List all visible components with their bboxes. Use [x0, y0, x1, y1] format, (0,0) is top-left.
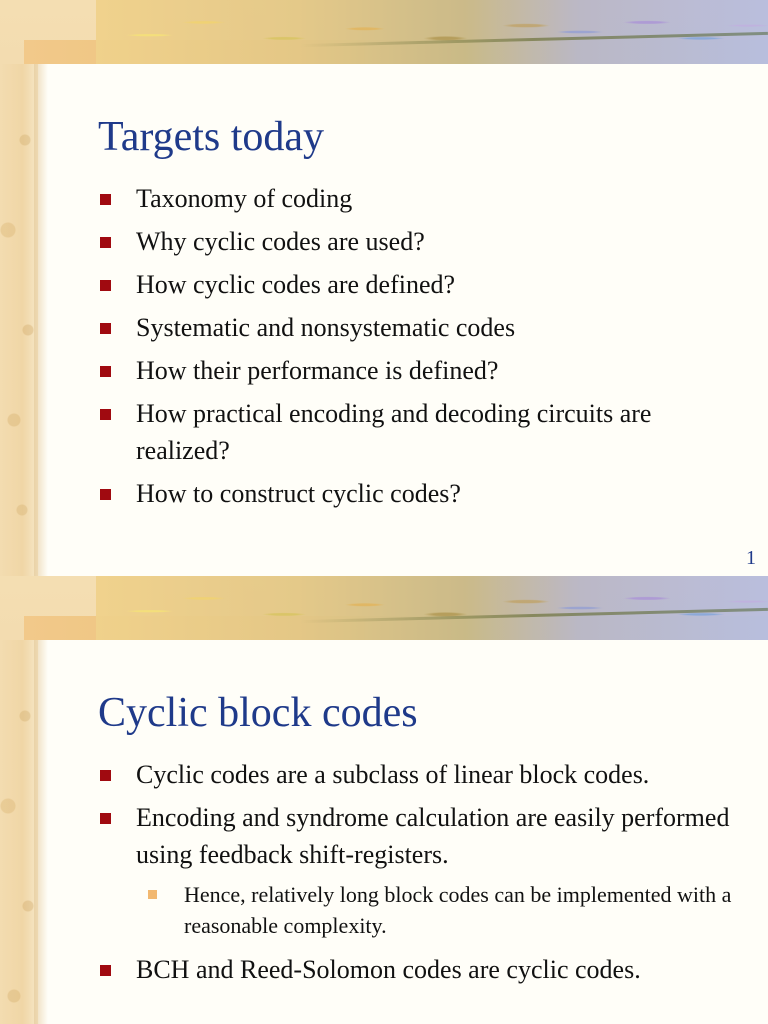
- bullet-item: [0, 951, 768, 988]
- square-bullet-icon: [100, 194, 111, 205]
- bullet-text: BCH and Reed-Solomon codes are cyclic codes.: [136, 955, 641, 984]
- slide-title: Cyclic block codes: [98, 690, 418, 736]
- square-bullet-icon: [100, 813, 111, 824]
- bullet-item: [0, 395, 768, 469]
- bullet-item: [0, 799, 768, 873]
- bullet-text: How to construct cyclic codes?: [136, 479, 461, 508]
- bullet-list: [0, 180, 768, 518]
- bullet-text: How practical encoding and decoding circuits are realized?: [136, 399, 652, 465]
- bullet-list: [0, 756, 768, 994]
- bullet-text: Encoding and syndrome calculation are easily performed using feedback shift-registers.: [136, 803, 730, 869]
- bullet-item: [0, 223, 768, 260]
- floral-image: [96, 0, 768, 64]
- bullet-item: [0, 266, 768, 303]
- square-bullet-icon: [100, 965, 111, 976]
- square-bullet-icon: [100, 280, 111, 291]
- slide-title: Targets today: [98, 114, 325, 160]
- bullet-item: [0, 309, 768, 346]
- decorative-banner: [0, 576, 768, 640]
- bullet-text: Taxonomy of coding: [136, 184, 353, 213]
- bullet-text: Systematic and nonsystematic codes: [136, 313, 516, 342]
- square-bullet-icon: [100, 489, 111, 500]
- bullet-item: [0, 756, 768, 793]
- square-bullet-icon: [100, 770, 111, 781]
- slide-2: [0, 576, 768, 1024]
- square-bullet-icon: [100, 366, 111, 377]
- bullet-item: [0, 352, 768, 389]
- bullet-item: [0, 475, 768, 512]
- square-bullet-icon: [100, 323, 111, 334]
- bullet-text: Cyclic codes are a subclass of linear block codes.: [136, 760, 650, 789]
- square-bullet-icon: [100, 237, 111, 248]
- sub-bullet-item: [0, 879, 768, 941]
- sub-bullet-text: Hence, relatively long block codes can be implemented with a reasonable complexity.: [184, 882, 732, 938]
- bullet-text: Why cyclic codes are used?: [136, 227, 425, 256]
- bullet-item: [0, 180, 768, 217]
- bullet-text: How cyclic codes are defined?: [136, 270, 456, 299]
- bullet-text: How their performance is defined?: [136, 356, 499, 385]
- square-sub-bullet-icon: [148, 890, 157, 899]
- decorative-banner: [0, 0, 768, 64]
- page-number: 1: [746, 547, 756, 569]
- floral-image: [96, 576, 768, 640]
- square-bullet-icon: [100, 409, 111, 420]
